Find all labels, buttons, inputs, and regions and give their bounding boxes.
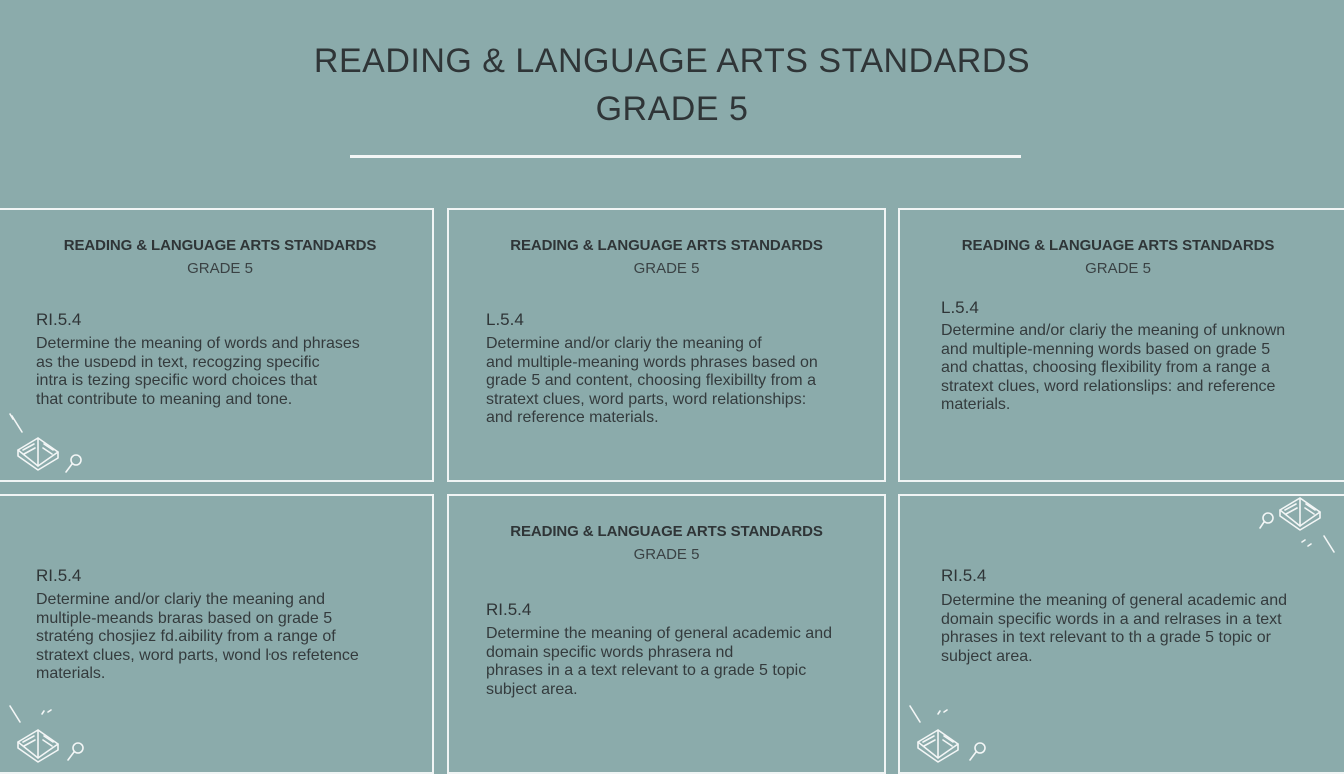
standard-description: Determine and/or clariy the meaning and multiple-meands braras based on grade 5 straténg chosjiez fd.aibility from a range of stratext clues, word parts, wond ŀos refetence materials.	[36, 591, 359, 682]
standard-card-5	[447, 494, 886, 774]
card-title: READING & LANGUAGE ARTS STANDARDS	[961, 237, 1275, 254]
standard-code: L.5.4	[941, 298, 979, 317]
page-title: READING & LANGUAGE ARTS STANDARDS	[313, 42, 1031, 80]
standard-code: RI.5.4	[36, 566, 82, 585]
card-grade: GRADE 5	[633, 260, 700, 277]
page-subtitle: GRADE 5	[595, 90, 749, 128]
book-doodle-icon	[4, 702, 94, 768]
card-grade: GRADE 5	[1085, 260, 1151, 277]
card-grade: GRADE 5	[187, 260, 253, 277]
card-grade: GRADE 5	[633, 546, 700, 563]
book-doodle-icon	[4, 410, 94, 482]
standard-card-6	[898, 494, 1344, 774]
standard-card-3	[898, 208, 1344, 482]
standard-description: Determine the meaning of words and phrases as the usᴅeᴅd in text, recogzing specific intra is tezing specific word choices that that contribute to meaning and tone.	[36, 335, 360, 408]
standard-description: Determine and/or clariy the meaning of unknown and multiple-menning words based on grade 5 and chattas, choosing flexibility from a range a stratext clues, word relationslips: and reference materials.	[941, 322, 1286, 413]
title-divider	[350, 155, 1021, 158]
standard-code: L.5.4	[486, 310, 524, 329]
standard-code: RI.5.4	[486, 600, 532, 619]
card-title: READING & LANGUAGE ARTS STANDARDS	[63, 237, 377, 254]
standard-card-1	[0, 208, 434, 482]
standard-card-4	[0, 494, 434, 774]
book-doodle-icon	[906, 702, 996, 768]
book-doodle-icon	[1258, 496, 1344, 566]
standard-description: Determine the meaning of general academic and domain specific words in a and relrases in a text phrases in text relevant to th a grade 5 topic or subject area.	[941, 592, 1287, 665]
standard-description: Determine and/or clariy the meaning of and multiple-meaning words phrases based on grade 5 and content, choosing flexibillty from a stratext clues, word parts, word relationships: and reference materials.	[486, 335, 818, 426]
card-title: READING & LANGUAGE ARTS STANDARDS	[510, 523, 823, 540]
standard-code: RI.5.4	[941, 566, 987, 585]
standard-code: RI.5.4	[36, 310, 82, 329]
card-title: READING & LANGUAGE ARTS STANDARDS	[510, 237, 823, 254]
standard-card-2	[447, 208, 886, 482]
standard-description: Determine the meaning of general academic and domain specific words phrasera nd phrases in a a text relevant to a grade 5 topic subject area.	[486, 625, 832, 698]
